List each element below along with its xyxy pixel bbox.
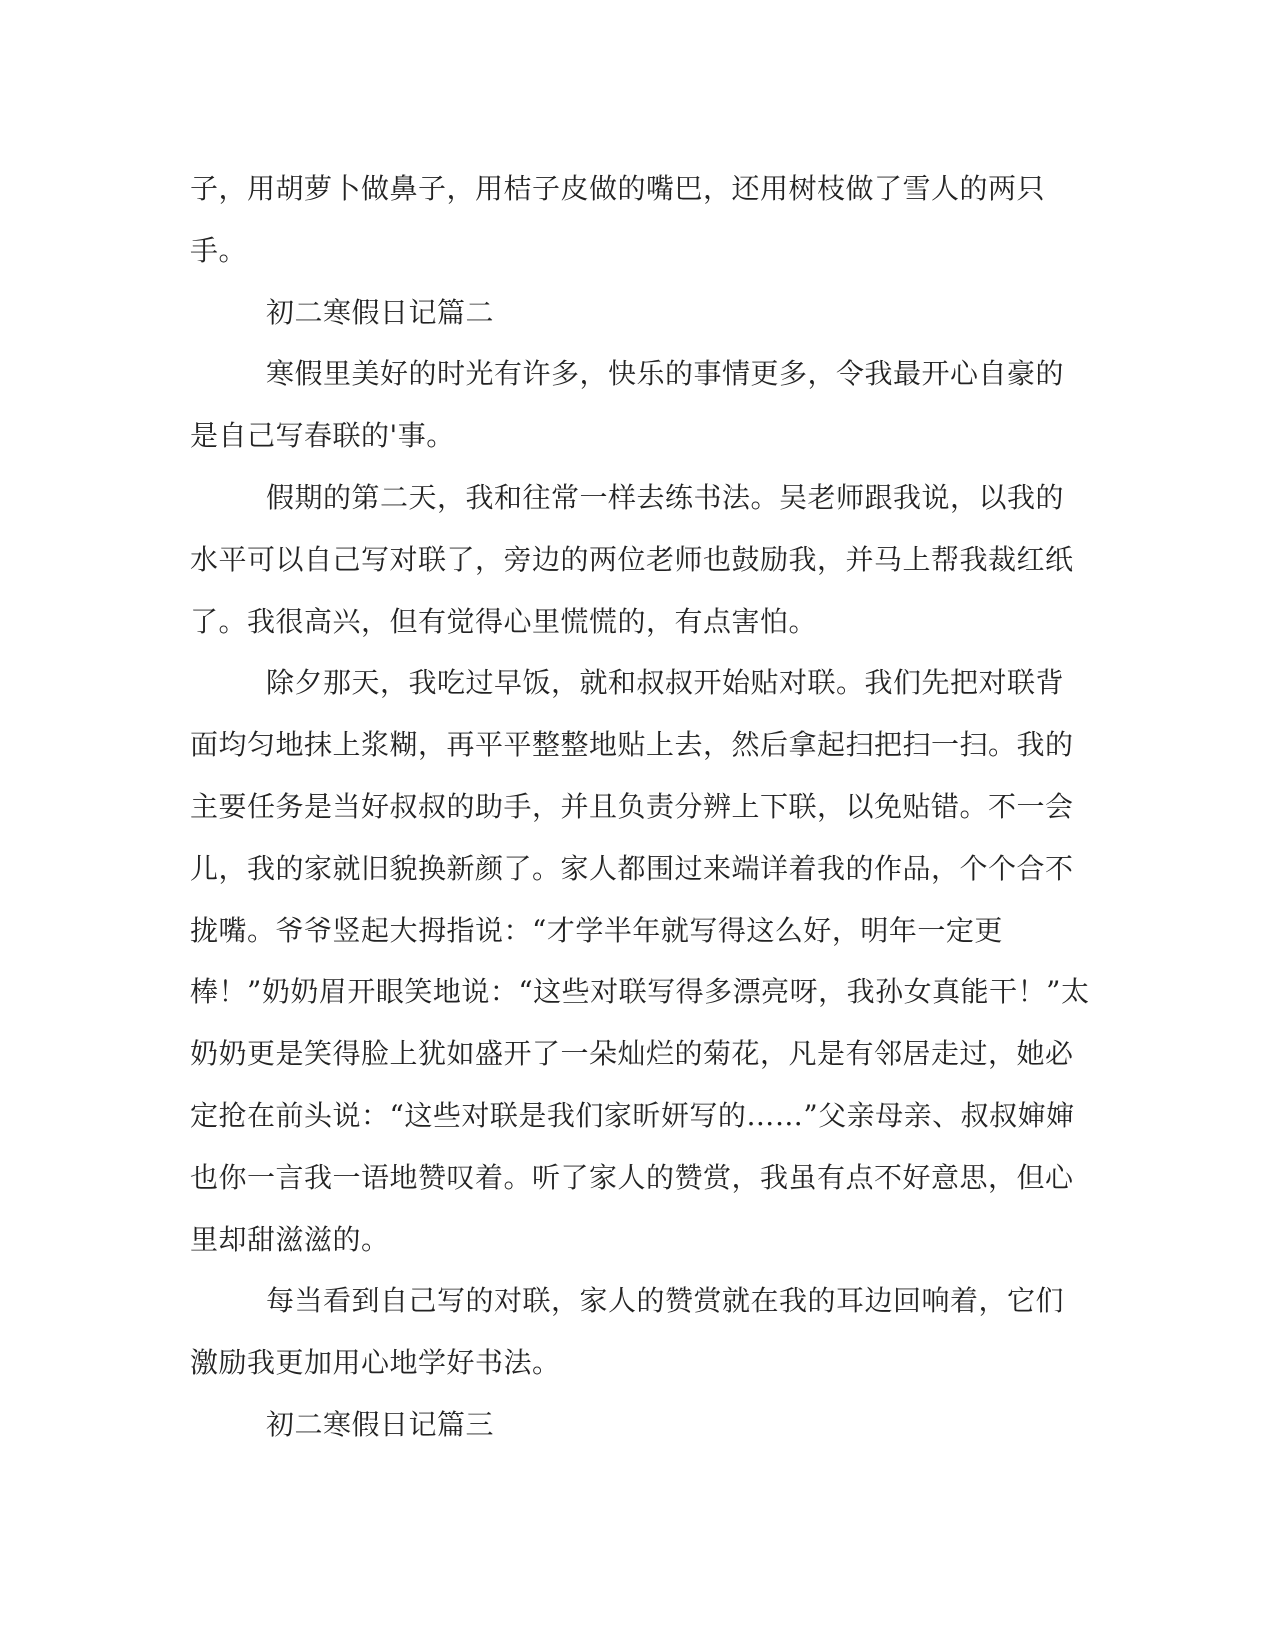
paragraph-practice: 假期的第二天，我和往常一样去练书法。吴老师跟我说，以我的水平可以自己写对联了，旁边的两位老师也鼓励我，并马上帮我裁红纸了。我很高兴，但有觉得心里慌慌的，有点害怕。 xyxy=(190,480,1074,638)
section-heading-3: 初二寒假日记篇三 xyxy=(266,1407,495,1441)
paragraph-intro: 寒假里美好的时光有许多，快乐的事情更多，令我最开心自豪的是自己写春联的'事。 xyxy=(190,357,1065,453)
paragraph-conclusion: 每当看到自己写的对联，家人的赞赏就在我的耳边回响着，它们激励我更加用心地学好书法。 xyxy=(190,1284,1065,1380)
paragraph-continuation: 子，用胡萝卜做鼻子，用桔子皮做的嘴巴，还用树枝做了雪人的两只手。 xyxy=(190,172,1046,267)
document-body xyxy=(190,158,1090,1456)
paragraph-new-year-eve: 除夕那天，我吃过早饭，就和叔叔开始贴对联。我们先把对联背面均匀地抹上浆糊，再平平整整地贴上去，然后拿起扫把扫一扫。我的主要任务是当好叔叔的助手，并且负责分辨上下联，以免贴错。不一会儿，我的家就旧貌换新颜了。家人都围过来端详着我的作品，个个合不拢嘴。爷爷竖起大拇指说：“才学半年就写得这么好，明年一定更棒！”奶奶眉开眼笑地说：“这些对联写得多漂亮呀，我孙女真能干！”太奶奶更是笑得脸上犹如盛开了一朵灿烂的菊花，凡是有邻居走过，她必定抢在前头说：“这些对联是我们家昕妍写的……”父亲母亲、叔叔婶婶也你一言我一语地赞叹着。听了家人的赞赏，我虽有点不好意思，但心里却甜滋滋的。 xyxy=(190,666,1090,1256)
section-heading-2: 初二寒假日记篇二 xyxy=(266,295,495,329)
